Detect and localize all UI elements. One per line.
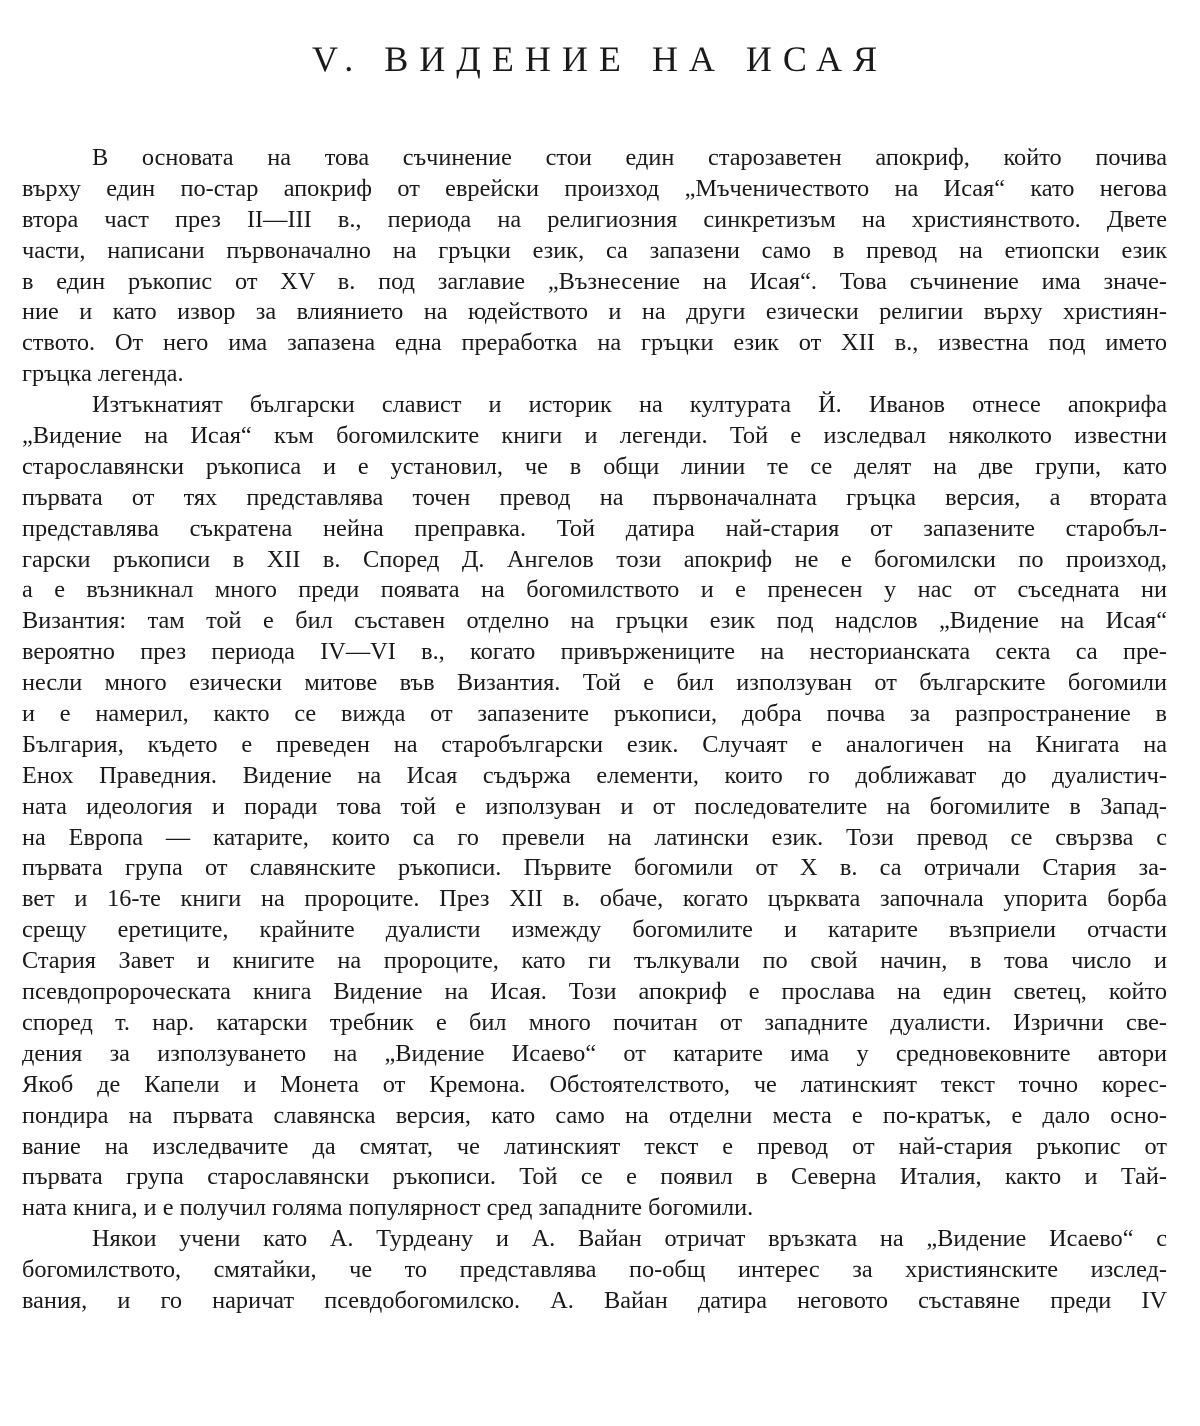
text-line: богомилството, смятайки, че то представлява по-общ интерес за християнските изслед-	[22, 1256, 1167, 1284]
text-line: ние и като извор за влиянието на юдейството и на други езически религии върху християн-	[22, 298, 1167, 326]
text-line: Някои учени като А. Турдеану и А. Вайан отричат връзката на „Видение Исаево“ с	[92, 1225, 1167, 1253]
text-line: ната идеология и поради това той е използуван и от последователите на богомилите в Запад-	[22, 792, 1167, 820]
text-line: пондира на първата славянска версия, като само на отделни места е по-кратък, е дало осно-	[22, 1101, 1167, 1129]
text-line: вание на изследвачите да смятат, че латинският текст е превод от най-стария ръкопис от	[22, 1132, 1167, 1160]
text-line: представлява съкратена нейна преправка. Той датира най-стария от запазените старобъл-	[22, 514, 1167, 542]
page-title: V. ВИДЕНИЕ НА ИСАЯ	[311, 39, 889, 79]
text-line: псевдопророческата книга Видение на Исая. Този апокриф е прослава на един светец, който	[22, 978, 1167, 1006]
text-line: Енох Праведния. Видение на Исая съдържа елементи, които го доближават до дуалистич-	[22, 761, 1167, 789]
text-line: несли много езически митове във Византия. Той е бил използуван от българските богомили	[22, 669, 1167, 697]
text-line: гарски ръкописи в XII в. Според Д. Ангелов този апокриф не е богомилски по произход,	[22, 545, 1167, 573]
text-line: според т. нар. катарски требник е бил много почитан от западните дуалисти. Изрични све-	[22, 1008, 1167, 1036]
text-line: Стария Завет и книгите на пророците, като ги тълкували по свой начин, в това число и	[22, 947, 1167, 975]
text-line: втора част през II—III в., периода на религиозния синкретизъм на християнството. Двете	[22, 205, 1167, 233]
body-text	[22, 143, 1167, 1317]
text-line: върху един по-стар апокриф от еврейски произход „Мъченичеството на Исая“ като негова	[22, 174, 1167, 202]
text-line: вет и 16-те книги на пророците. През XII в. обаче, когато църквата започнала упорита борба	[22, 885, 1167, 913]
text-line: старославянски ръкописа и е установил, че в общи линии те се делят на две групи, като	[22, 452, 1167, 480]
text-line: вания, и го наричат псевдобогомилско. А. Вайан датира неговото съставяне преди IV	[22, 1286, 1167, 1314]
text-line: и е намерил, както се вижда от запазените ръкописи, добра почва за разпространение в	[22, 700, 1167, 728]
text-line: първата група от славянските ръкописи. Първите богомили от X в. са отричали Стария за-	[22, 854, 1167, 882]
text-line: първата от тях представлява точен превод на първоначалната гръцка версия, а втората	[22, 483, 1167, 511]
text-line: в един ръкопис от XV в. под заглавие „Възнесение на Исая“. Това съчинение има значе-	[22, 267, 1167, 295]
paragraph	[22, 143, 1167, 390]
text-line: а е възникнал много преди появата на богомилството и е пренесен у нас от съседната ни	[22, 576, 1167, 604]
text-line: ството. От него има запазена една преработка на гръцки език от XII в., известна под името	[22, 329, 1167, 357]
text-line: срещу еретиците, крайните дуалисти измежду богомилите и катарите възприели отчасти	[22, 916, 1167, 944]
text-line: гръцка легенда.	[22, 360, 184, 388]
text-line: Изтъкнатият български славист и историк на културата Й. Иванов отнесе апокрифа	[92, 391, 1167, 419]
text-line: дения за използуването на „Видение Исаево“ от катарите има у средновековните автори	[22, 1039, 1167, 1067]
text-line: България, където е преведен на старобългарски език. Случаят е аналогичен на Книгата на	[22, 730, 1167, 758]
text-line: части, написани първоначално на гръцки език, са запазени само в превод на етиопски език	[22, 236, 1167, 264]
text-line: Якоб де Капели и Монета от Кремона. Обстоятелството, че латинският текст точно корес-	[22, 1070, 1167, 1098]
text-line: на Европа — катарите, които са го превели на латински език. Този превод се свързва с	[22, 823, 1167, 851]
paragraph	[22, 1224, 1167, 1317]
text-line: Византия: там той е бил съставен отделно на гръцки език под надслов „Видение на Исая“	[22, 607, 1167, 635]
text-line: ната книга, и е получил голяма популярност сред западните богомили.	[22, 1194, 754, 1222]
text-line: В основата на това съчинение стои един старозаветен апокриф, който почива	[92, 144, 1167, 171]
text-line: вероятно през периода IV—VI в., когато привържениците на несторианската секта са пре-	[22, 638, 1167, 666]
text-line: първата група старославянски ръкописи. Той се е появил в Северна Италия, както и Тай-	[22, 1163, 1167, 1191]
paragraph	[22, 390, 1167, 1224]
text-line: „Видение на Исая“ към богомилските книги и легенди. Той е изследвал няколкото известни	[22, 422, 1167, 450]
